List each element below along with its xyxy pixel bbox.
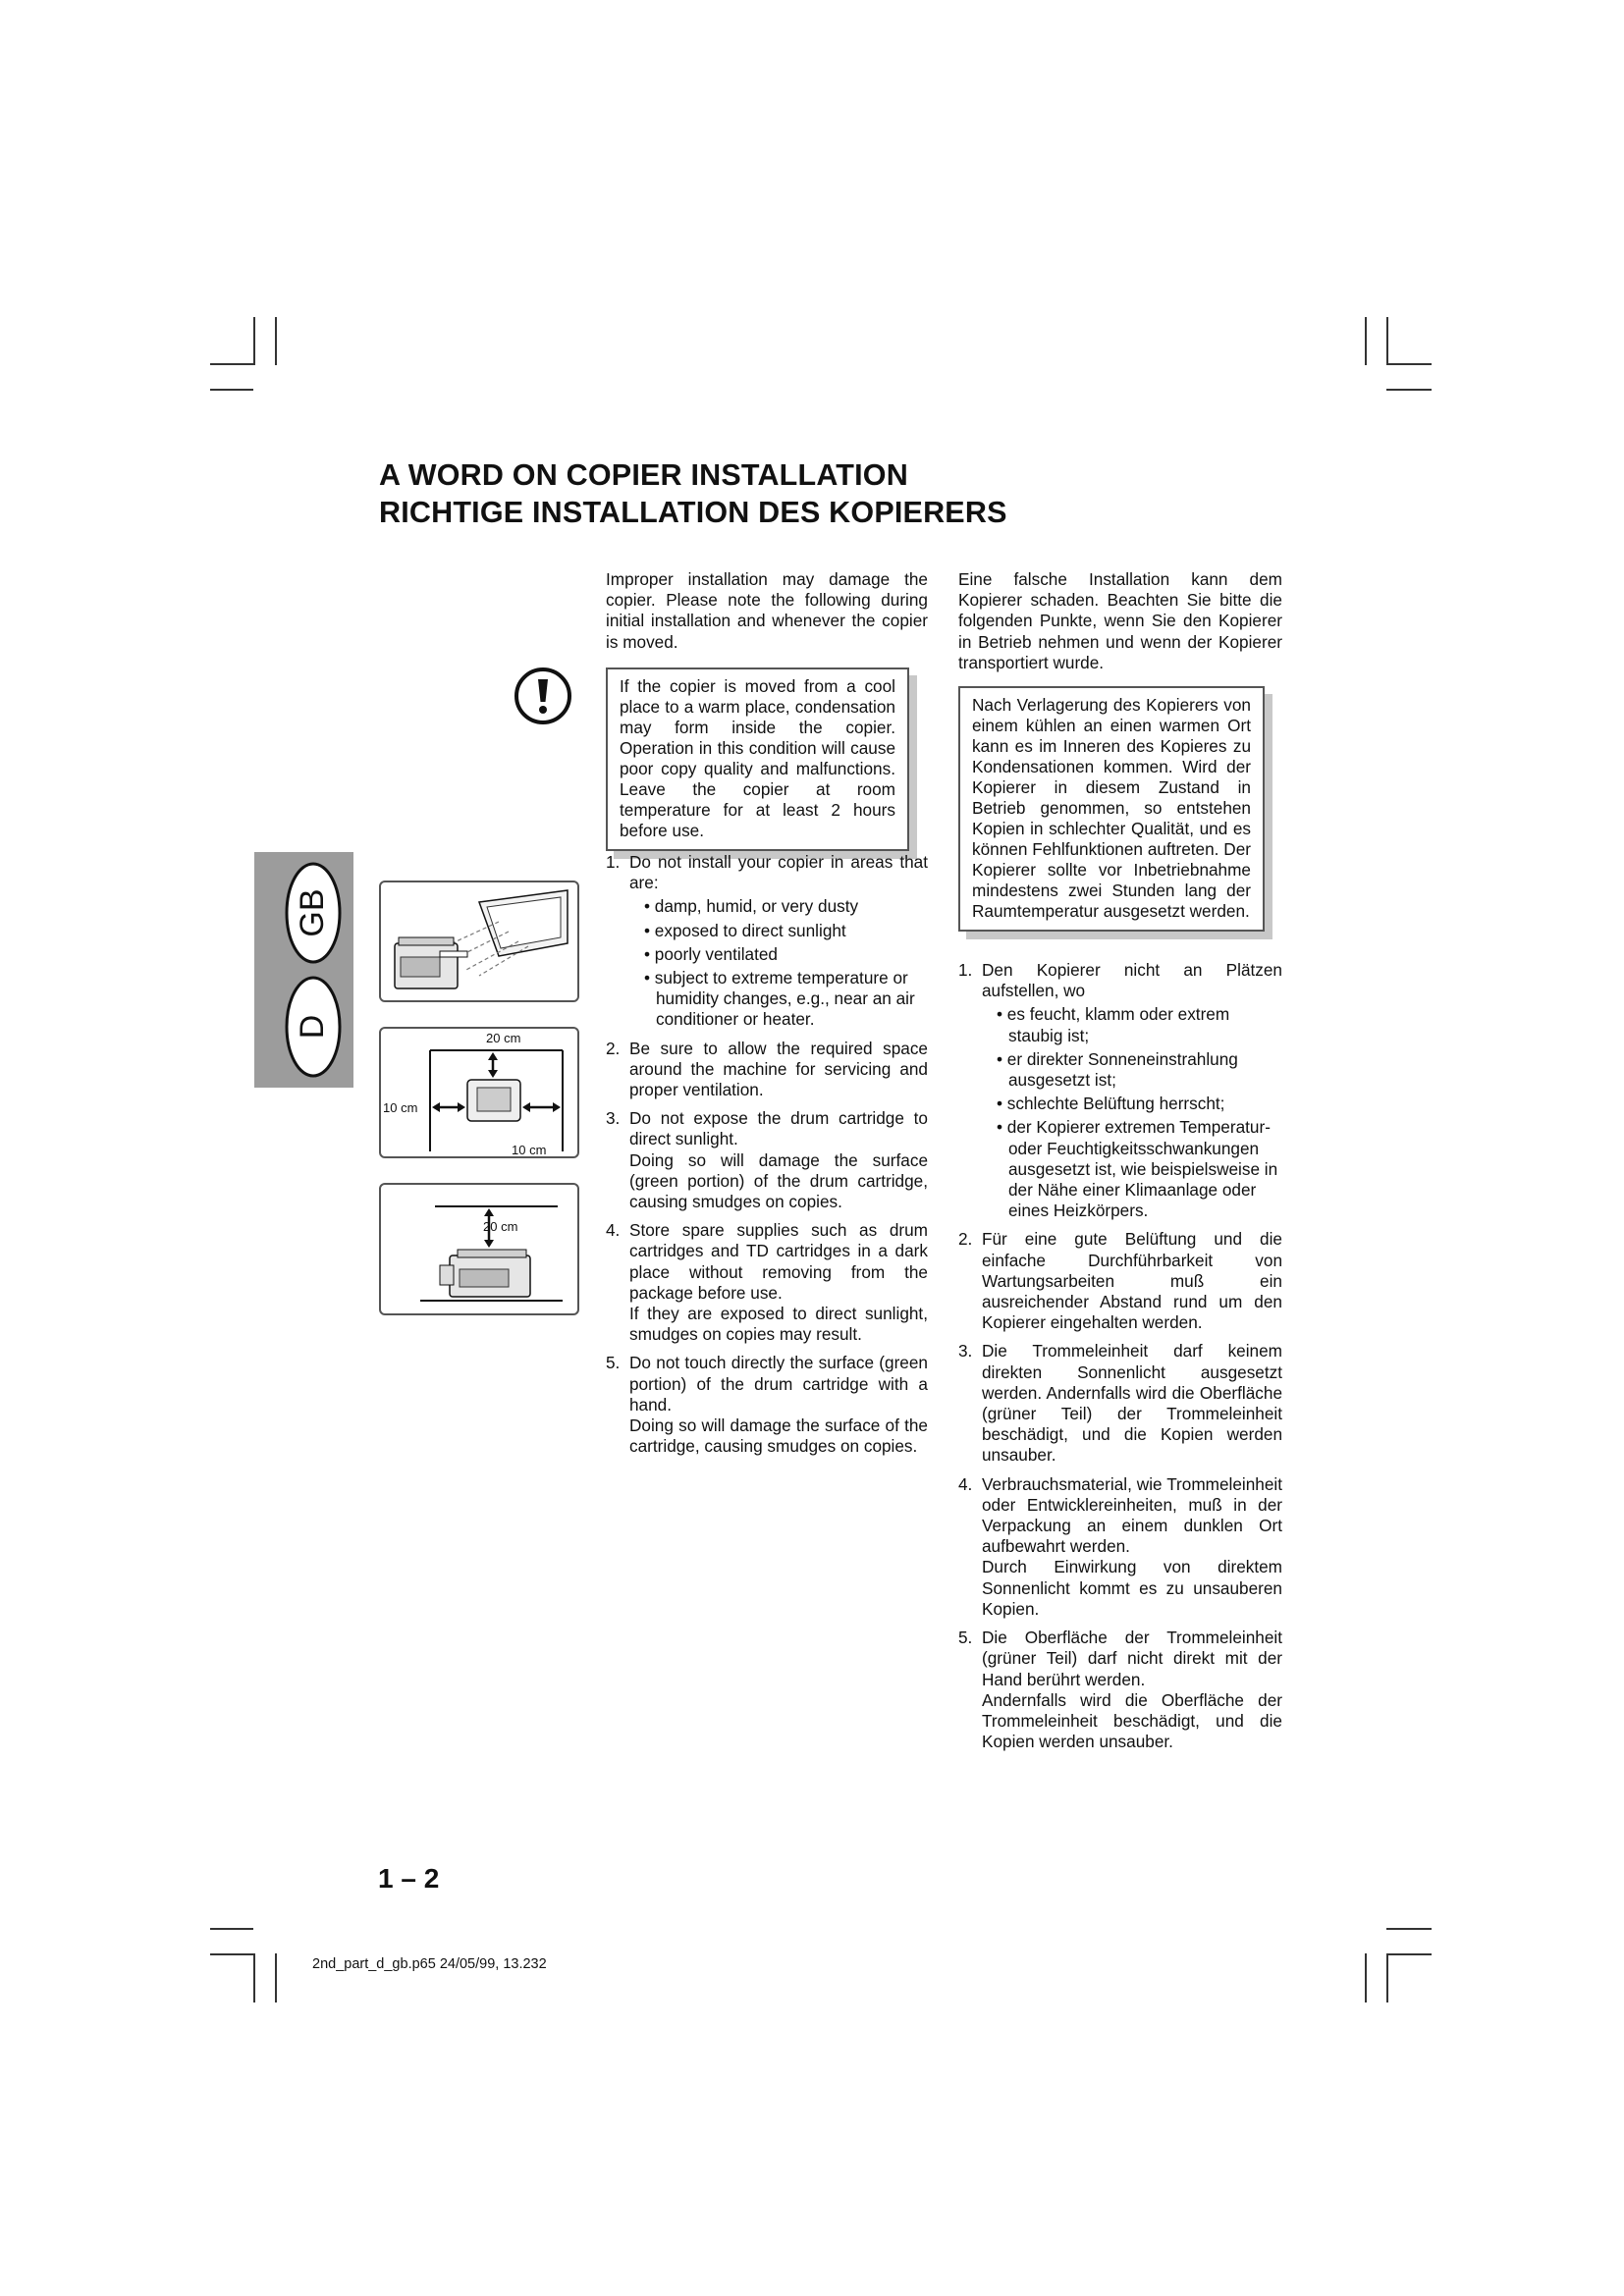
file-footer: 2nd_part_d_gb.p65 24/05/99, 13.232 bbox=[312, 1956, 547, 1972]
english-warning-text: If the copier is moved from a cool place to a warm place, condensation may form inside the copier. Operation in this condition will cause poor copy quality and malfunctions. Leave the copier at room temperature for at least 2 hours before use. bbox=[620, 676, 895, 840]
crop-mark bbox=[1386, 317, 1388, 365]
english-column bbox=[606, 569, 928, 653]
bullet-item: • damp, humid, or very dusty bbox=[644, 896, 859, 917]
crop-mark bbox=[1365, 1953, 1367, 2002]
german-column bbox=[958, 569, 1282, 673]
crop-mark bbox=[210, 1928, 253, 1930]
bullet-item: • poorly ventilated bbox=[644, 943, 778, 964]
bullet-item: • exposed to direct sunlight bbox=[644, 920, 846, 940]
english-warning-box bbox=[606, 667, 909, 851]
page-number: 1 – 2 bbox=[378, 1863, 440, 1894]
german-warning-box bbox=[958, 686, 1265, 932]
english-intro: Improper installation may damage the copier. Please note the following during initial installation and whenever the copier is moved. bbox=[606, 569, 928, 652]
dimension-label: 20 cm bbox=[483, 1219, 518, 1234]
crop-mark bbox=[1386, 363, 1432, 365]
english-list bbox=[606, 852, 928, 1457]
list-item: 2. Für eine gute Belüftung und die einfache Durchführbarkeit von Wartungsarbeiten muß ein ausreichender Abstand rund um den Kopierer eingehalten werden. bbox=[958, 1229, 1282, 1333]
crop-mark bbox=[1386, 1953, 1432, 1955]
german-warning-text: Nach Verlagerung des Kopierers von einem kühlen an einen warmen Ort kann es im Inneren des Kopieres zu Kondensationen kommen. Wird der Kopierer in diesem Zustand in Betrieb genommen, so entstehen Kopien in schlechter Qualität, und es können Fehlfunktionen auftreten. Der Kopierer sollte vor Inbetriebnahme mindestens zwei Stunden lang der Raumtemperatur ausgesetzt werden. bbox=[972, 695, 1251, 921]
list-item: 5. Do not touch directly the surface (green portion) of the drum cartridge with a hand. Doing so will damage the surface of the cartridge, causing smudges on copies. bbox=[606, 1353, 928, 1457]
title-german: RICHTIGE INSTALLATION DES KOPIERERS bbox=[379, 496, 1007, 529]
bullet-item: • der Kopierer extremen Temperatur- oder Feuchtigkeitsschwankungen ausgesetzt ist, wie beispielsweise in der Nähe einer Klimaanlage oder eines Heizkörpers. bbox=[997, 1117, 1278, 1221]
dimension-label: 20 cm bbox=[486, 1031, 521, 1045]
clearance-diagram-top-view bbox=[379, 1027, 579, 1158]
crop-mark bbox=[275, 1953, 277, 2002]
crop-mark bbox=[1386, 1928, 1432, 1930]
list-item: 1. Do not install your copier in areas that are: • damp, humid, or very dusty • exposed to direct sunlight • poorly ventilated • subject to extreme temperature or humidity changes, e.g., near an air conditioner or heater. bbox=[606, 852, 928, 1030]
bullet-item: • schlechte Belüftung herrscht; bbox=[997, 1094, 1225, 1114]
list-item: 5. Die Oberfläche der Trommeleinheit (grüner Teil) darf nicht direkt mit der Hand berührt werden. Andernfalls wird die Oberfläche der Trommeleinheit beschädigt, und die Kopien werden unsauber. bbox=[958, 1628, 1282, 1752]
list-item: 3. Die Trommeleinheit darf keinem direkten Sonnenlicht ausgesetzt werden. Andernfalls wird die Oberfläche (grüner Teil) der Trommeleinheit beschädigt, und die Kopien werden unsauber. bbox=[958, 1341, 1282, 1466]
language-tab-d: D bbox=[294, 1014, 331, 1040]
page-title bbox=[379, 456, 1007, 531]
list-item: 1. Den Kopierer nicht an Plätzen aufstellen, wo • es feucht, klamm oder extrem staubig ist; • er direkter Sonneneinstrahlung ausgesetzt ist; • schlechte Belüftung herrscht; • der Kopierer extremen Temperatur- oder Feuchtigkeitsschwankungen ausgesetzt ist, wie beispielsweise in der Nähe einer Klimaanlage oder eines Heizkörpers. bbox=[958, 960, 1282, 1221]
list-item: 2. Be sure to allow the required space around the machine for servicing and proper ventilation. bbox=[606, 1038, 928, 1100]
exclamation-circle-icon bbox=[513, 666, 573, 726]
crop-mark bbox=[1365, 317, 1367, 365]
dimension-label: 10 cm bbox=[383, 1100, 418, 1115]
clearance-diagram-side-view bbox=[379, 1183, 579, 1315]
crop-mark bbox=[210, 363, 253, 365]
german-intro: Eine falsche Installation kann dem Kopierer schaden. Beachten Sie bitte die folgenden Punkte, wenn Sie den Kopierer in Betrieb nehmen und wenn der Kopierer transportiert wurde. bbox=[958, 569, 1282, 672]
list-item: 4. Store spare supplies such as drum cartridges and TD cartridges in a dark place without removing from the package before use. If they are exposed to direct sunlight, smudges on copies may result. bbox=[606, 1220, 928, 1345]
language-tab bbox=[254, 852, 353, 1088]
bullet-item: • subject to extreme temperature or humidity changes, e.g., near an air conditioner or heater. bbox=[644, 968, 915, 1030]
crop-mark bbox=[253, 317, 255, 365]
dimension-label: 10 cm bbox=[512, 1143, 547, 1157]
crop-mark bbox=[1386, 1953, 1388, 2002]
language-tab-gb: GB bbox=[294, 888, 331, 937]
bullet-item: • es feucht, klamm oder extrem staubig ist; bbox=[997, 1004, 1230, 1045]
list-item: 4. Verbrauchsmaterial, wie Trommeleinheit oder Entwicklereinheiten, muß in der Verpackung an einem dunklen Ort aufbewahrt werden. Durch Einwirkung von direktem Sonnenlicht kommt es zu unsauberen Kopien. bbox=[958, 1473, 1282, 1619]
copier-sunlight-illustration bbox=[379, 881, 579, 1002]
bullet-item: • er direkter Sonneneinstrahlung ausgesetzt ist; bbox=[997, 1048, 1238, 1091]
crop-mark bbox=[253, 1953, 255, 2002]
crop-mark bbox=[210, 1953, 253, 1955]
list-item: 3. Do not expose the drum cartridge to direct sunlight. Doing so will damage the surface (green portion) of the drum cartridge, causing smudges on copies. bbox=[606, 1108, 928, 1212]
title-english: A WORD ON COPIER INSTALLATION bbox=[379, 458, 908, 492]
german-list bbox=[958, 960, 1282, 1752]
crop-mark bbox=[1386, 389, 1432, 391]
crop-mark bbox=[275, 317, 277, 365]
crop-mark bbox=[210, 389, 253, 391]
